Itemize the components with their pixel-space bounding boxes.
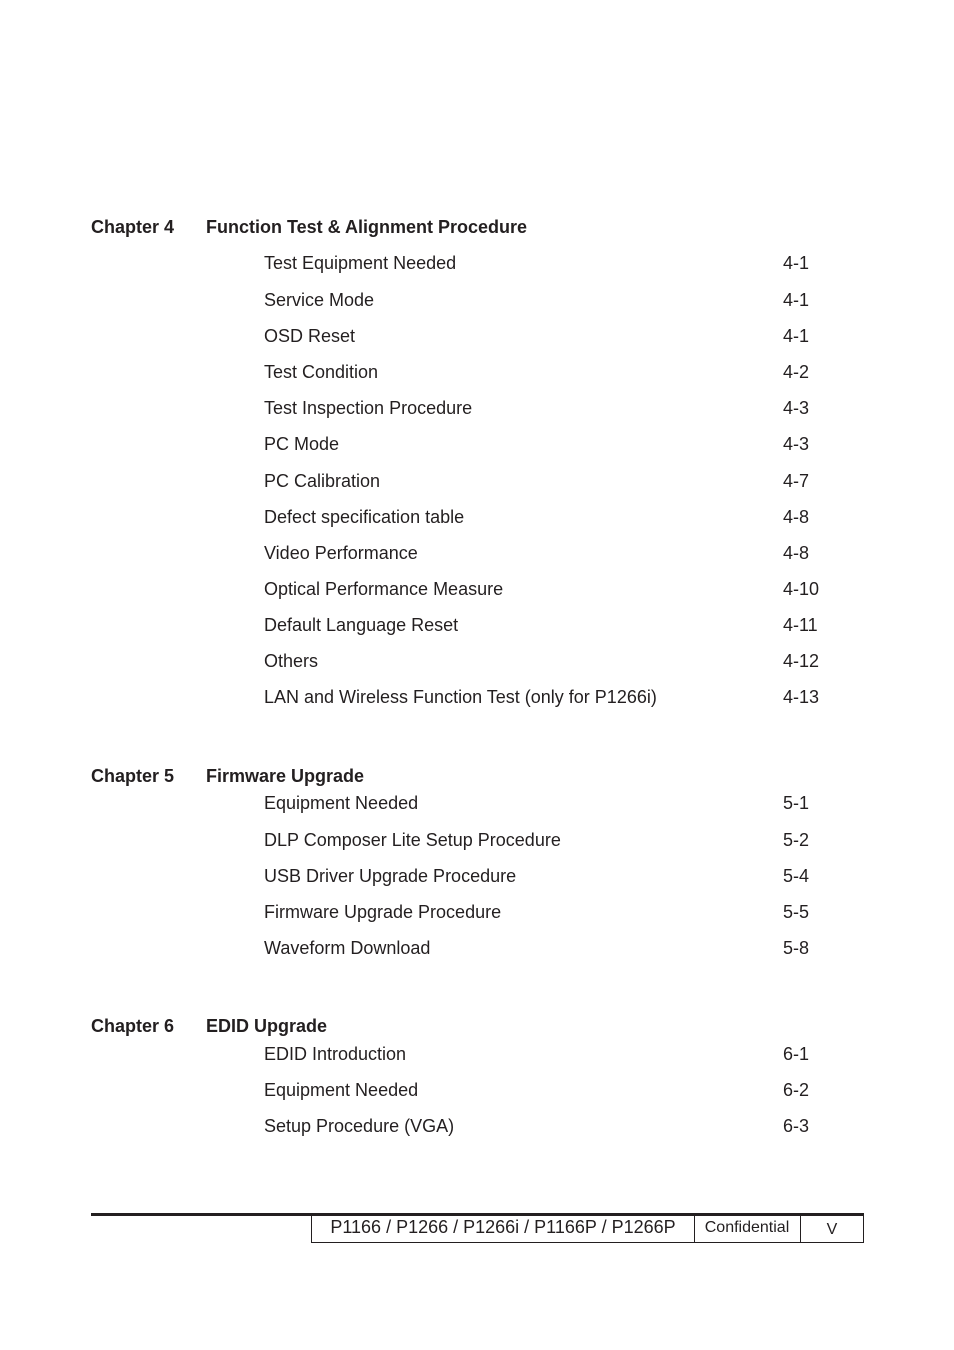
toc-entry <box>264 579 864 603</box>
toc-entry <box>264 290 864 314</box>
entry-title: Test Condition <box>264 362 379 382</box>
entry-title: Test Inspection Procedure <box>264 398 473 418</box>
toc-entry <box>264 830 864 854</box>
entry-page: 4-3 <box>783 434 810 454</box>
entry-page: 6-2 <box>783 1080 810 1100</box>
entry-title: EDID Introduction <box>264 1044 407 1064</box>
entry-page: 4-1 <box>783 290 810 310</box>
entry-page: 4-2 <box>783 362 810 382</box>
toc-entry <box>264 507 864 531</box>
toc-entry <box>264 615 864 639</box>
entry-title: Optical Performance Measure <box>264 579 504 599</box>
chapter-5-label: Chapter 5 <box>91 766 175 786</box>
toc-entry <box>264 543 864 567</box>
entry-title: Equipment Needed <box>264 793 419 813</box>
chapter-6-label: Chapter 6 <box>91 1016 175 1036</box>
entry-title: Test Equipment Needed <box>264 253 457 273</box>
entry-title: USB Driver Upgrade Procedure <box>264 866 517 886</box>
entry-page: 6-1 <box>783 1044 810 1064</box>
entry-page: 5-8 <box>783 938 810 958</box>
toc-entry <box>264 1116 864 1140</box>
entry-title: Firmware Upgrade Procedure <box>264 902 502 922</box>
footer-confidential: Confidential <box>694 1213 801 1243</box>
toc-entry <box>264 398 864 422</box>
entry-title: Default Language Reset <box>264 615 459 635</box>
chapter-5-title: Firmware Upgrade <box>206 766 365 786</box>
entry-title: Equipment Needed <box>264 1080 419 1100</box>
chapter-4-title: Function Test & Alignment Procedure <box>206 217 528 237</box>
entry-page: 4-8 <box>783 543 810 563</box>
entry-page: 4-10 <box>783 579 820 599</box>
toc-entry <box>264 902 864 926</box>
toc-entry <box>264 866 864 890</box>
entry-title: Waveform Download <box>264 938 431 958</box>
toc-entry <box>264 1044 864 1068</box>
entry-title: LAN and Wireless Function Test (only for P1266i) <box>264 687 657 707</box>
toc-entry <box>264 1080 864 1104</box>
entry-page: 4-1 <box>783 326 810 346</box>
footer-page-number: V <box>800 1213 864 1243</box>
entry-page: 4-8 <box>783 507 810 527</box>
entry-title: OSD Reset <box>264 326 356 346</box>
toc-entry <box>264 326 864 350</box>
entry-page: 5-1 <box>783 793 810 813</box>
entry-page: 4-12 <box>783 651 820 671</box>
chapter-4-label: Chapter 4 <box>91 217 175 237</box>
toc-entry <box>264 687 864 711</box>
entry-title: PC Mode <box>264 434 340 454</box>
entry-title: Others <box>264 651 319 671</box>
footer-model-list: P1166 / P1266 / P1266i / P1166P / P1266P <box>311 1213 695 1243</box>
entry-page: 5-2 <box>783 830 810 850</box>
toc-entry <box>264 793 864 817</box>
entry-page: 4-13 <box>783 687 820 707</box>
toc-entry <box>264 471 864 495</box>
toc-entry <box>264 253 864 277</box>
entry-page: 5-5 <box>783 902 810 922</box>
entry-title: Setup Procedure (VGA) <box>264 1116 455 1136</box>
entry-page: 4-7 <box>783 471 810 491</box>
entry-title: Service Mode <box>264 290 375 310</box>
toc-entry <box>264 938 864 962</box>
entry-page: 6-3 <box>783 1116 810 1136</box>
entry-title: Video Performance <box>264 543 418 563</box>
chapter-6-title: EDID Upgrade <box>206 1016 328 1036</box>
entry-page: 4-3 <box>783 398 810 418</box>
toc-entry <box>264 434 864 458</box>
entry-page: 5-4 <box>783 866 810 886</box>
entry-page: 4-1 <box>783 253 810 273</box>
toc-entry <box>264 651 864 675</box>
entry-title: DLP Composer Lite Setup Procedure <box>264 830 561 850</box>
entry-title: Defect specification table <box>264 507 465 527</box>
entry-title: PC Calibration <box>264 471 381 491</box>
toc-entry <box>264 362 864 386</box>
entry-page: 4-11 <box>783 615 818 635</box>
